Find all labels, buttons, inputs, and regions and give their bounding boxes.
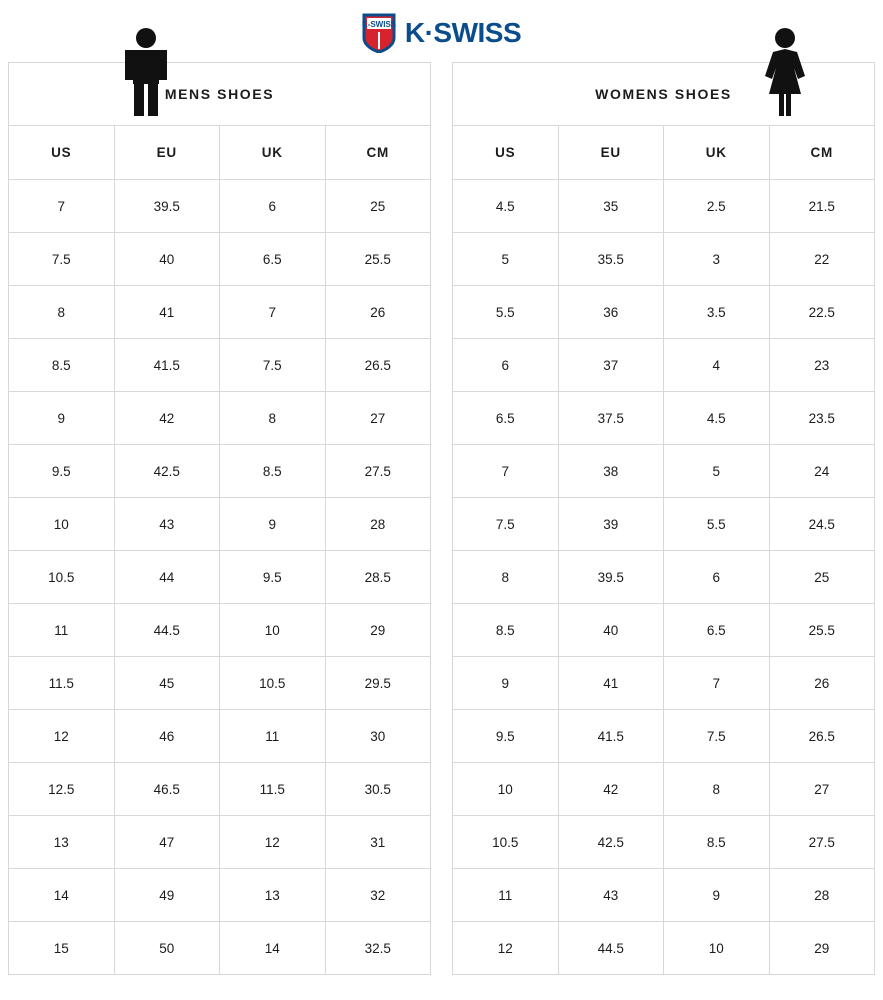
cell-us: 7 (453, 445, 559, 498)
cell-cm: 29.5 (325, 657, 431, 710)
cell-us: 9.5 (453, 710, 559, 763)
cell-us: 4.5 (453, 180, 559, 233)
cell-cm: 32 (325, 869, 431, 922)
cell-eu: 35 (558, 180, 664, 233)
cell-uk: 9 (220, 498, 326, 551)
cell-uk: 7 (664, 657, 770, 710)
column-header-eu: EU (114, 126, 220, 180)
cell-cm: 30 (325, 710, 431, 763)
table-row (9, 657, 431, 710)
table-row (9, 710, 431, 763)
cell-uk: 8.5 (220, 445, 326, 498)
cell-eu: 42 (114, 392, 220, 445)
cell-cm: 28 (769, 869, 875, 922)
cell-cm: 24.5 (769, 498, 875, 551)
cell-eu: 41 (558, 657, 664, 710)
table-row (453, 392, 875, 445)
cell-cm: 26.5 (325, 339, 431, 392)
cell-uk: 6 (220, 180, 326, 233)
cell-us: 10 (453, 763, 559, 816)
cell-eu: 47 (114, 816, 220, 869)
table-row (9, 286, 431, 339)
cell-uk: 5 (664, 445, 770, 498)
cell-us: 8 (453, 551, 559, 604)
cell-uk: 6 (664, 551, 770, 604)
cell-uk: 8 (220, 392, 326, 445)
cell-eu: 49 (114, 869, 220, 922)
table-row (453, 657, 875, 710)
cell-cm: 27.5 (325, 445, 431, 498)
table-row (453, 816, 875, 869)
column-header-cm: CM (325, 126, 431, 180)
womens-table-title: WOMENS SHOES (453, 63, 875, 126)
cell-eu: 43 (558, 869, 664, 922)
table-header-row (9, 126, 431, 180)
cell-uk: 7.5 (220, 339, 326, 392)
cell-eu: 46 (114, 710, 220, 763)
table-row (9, 869, 431, 922)
table-header-row (453, 126, 875, 180)
womens-table-block (452, 62, 875, 975)
cell-eu: 42.5 (114, 445, 220, 498)
cell-eu: 37 (558, 339, 664, 392)
cell-cm: 25 (769, 551, 875, 604)
cell-uk: 9 (664, 869, 770, 922)
cell-eu: 41 (114, 286, 220, 339)
cell-cm: 21.5 (769, 180, 875, 233)
table-row (9, 551, 431, 604)
cell-eu: 40 (558, 604, 664, 657)
mens-size-table (8, 62, 431, 975)
cell-uk: 4 (664, 339, 770, 392)
cell-cm: 25 (325, 180, 431, 233)
cell-us: 8.5 (9, 339, 115, 392)
k-swiss-shield-icon (362, 13, 396, 53)
cell-uk: 11 (220, 710, 326, 763)
cell-us: 10 (9, 498, 115, 551)
svg-text:K-SWISS: K-SWISS (361, 20, 396, 29)
cell-eu: 37.5 (558, 392, 664, 445)
cell-eu: 39 (558, 498, 664, 551)
cell-us: 5 (453, 233, 559, 286)
cell-us: 15 (9, 922, 115, 975)
cell-us: 6.5 (453, 392, 559, 445)
cell-uk: 3 (664, 233, 770, 286)
cell-us: 7.5 (9, 233, 115, 286)
cell-eu: 45 (114, 657, 220, 710)
table-row (9, 445, 431, 498)
cell-uk: 4.5 (664, 392, 770, 445)
cell-cm: 22 (769, 233, 875, 286)
cell-us: 8 (9, 286, 115, 339)
cell-eu: 42.5 (558, 816, 664, 869)
cell-uk: 2.5 (664, 180, 770, 233)
cell-eu: 41.5 (558, 710, 664, 763)
cell-eu: 43 (114, 498, 220, 551)
column-header-uk: UK (664, 126, 770, 180)
table-row (453, 710, 875, 763)
cell-uk: 7.5 (664, 710, 770, 763)
cell-eu: 41.5 (114, 339, 220, 392)
table-row (453, 445, 875, 498)
table-row (9, 180, 431, 233)
table-row (453, 922, 875, 975)
cell-us: 8.5 (453, 604, 559, 657)
table-row (9, 339, 431, 392)
cell-uk: 10 (220, 604, 326, 657)
table-row (9, 392, 431, 445)
cell-uk: 13 (220, 869, 326, 922)
cell-us: 9 (9, 392, 115, 445)
cell-eu: 46.5 (114, 763, 220, 816)
cell-eu: 39.5 (114, 180, 220, 233)
table-title-row (9, 63, 431, 126)
table-row (453, 498, 875, 551)
cell-cm: 25.5 (769, 604, 875, 657)
cell-eu: 44 (114, 551, 220, 604)
cell-us: 9.5 (9, 445, 115, 498)
cell-eu: 44.5 (114, 604, 220, 657)
column-header-eu: EU (558, 126, 664, 180)
cell-us: 10.5 (9, 551, 115, 604)
cell-uk: 6.5 (220, 233, 326, 286)
table-row (453, 551, 875, 604)
table-row (453, 869, 875, 922)
cell-us: 9 (453, 657, 559, 710)
cell-uk: 14 (220, 922, 326, 975)
cell-us: 5.5 (453, 286, 559, 339)
cell-cm: 30.5 (325, 763, 431, 816)
cell-cm: 22.5 (769, 286, 875, 339)
cell-cm: 26.5 (769, 710, 875, 763)
cell-eu: 40 (114, 233, 220, 286)
cell-uk: 12 (220, 816, 326, 869)
cell-uk: 7 (220, 286, 326, 339)
cell-uk: 9.5 (220, 551, 326, 604)
cell-uk: 8.5 (664, 816, 770, 869)
cell-eu: 35.5 (558, 233, 664, 286)
cell-eu: 36 (558, 286, 664, 339)
cell-cm: 31 (325, 816, 431, 869)
cell-cm: 23 (769, 339, 875, 392)
cell-eu: 42 (558, 763, 664, 816)
table-title-row (453, 63, 875, 126)
cell-cm: 27.5 (769, 816, 875, 869)
cell-uk: 10 (664, 922, 770, 975)
cell-cm: 25.5 (325, 233, 431, 286)
table-row (453, 763, 875, 816)
cell-cm: 27 (325, 392, 431, 445)
column-header-uk: UK (220, 126, 326, 180)
cell-us: 14 (9, 869, 115, 922)
cell-uk: 8 (664, 763, 770, 816)
cell-us: 13 (9, 816, 115, 869)
womens-size-table (452, 62, 875, 975)
table-row (453, 604, 875, 657)
table-row (9, 604, 431, 657)
table-row (9, 498, 431, 551)
table-row (453, 180, 875, 233)
column-header-cm: CM (769, 126, 875, 180)
mens-table-block (8, 62, 431, 975)
cell-eu: 38 (558, 445, 664, 498)
cell-us: 7 (9, 180, 115, 233)
table-row (9, 922, 431, 975)
cell-cm: 28 (325, 498, 431, 551)
table-row (453, 233, 875, 286)
cell-us: 12 (9, 710, 115, 763)
cell-cm: 29 (769, 922, 875, 975)
cell-us: 12.5 (9, 763, 115, 816)
cell-cm: 26 (769, 657, 875, 710)
cell-us: 11 (9, 604, 115, 657)
cell-cm: 28.5 (325, 551, 431, 604)
table-row (453, 286, 875, 339)
column-header-us: US (9, 126, 115, 180)
cell-cm: 23.5 (769, 392, 875, 445)
cell-us: 11.5 (9, 657, 115, 710)
cell-eu: 39.5 (558, 551, 664, 604)
cell-cm: 29 (325, 604, 431, 657)
cell-us: 12 (453, 922, 559, 975)
cell-us: 6 (453, 339, 559, 392)
cell-uk: 10.5 (220, 657, 326, 710)
cell-eu: 50 (114, 922, 220, 975)
cell-eu: 44.5 (558, 922, 664, 975)
cell-cm: 24 (769, 445, 875, 498)
cell-uk: 5.5 (664, 498, 770, 551)
cell-cm: 26 (325, 286, 431, 339)
cell-us: 7.5 (453, 498, 559, 551)
cell-us: 10.5 (453, 816, 559, 869)
table-row (453, 339, 875, 392)
cell-cm: 27 (769, 763, 875, 816)
cell-uk: 6.5 (664, 604, 770, 657)
cell-uk: 11.5 (220, 763, 326, 816)
cell-us: 11 (453, 869, 559, 922)
cell-cm: 32.5 (325, 922, 431, 975)
cell-uk: 3.5 (664, 286, 770, 339)
column-header-us: US (453, 126, 559, 180)
brand-wordmark: K·SWISS (404, 17, 522, 48)
mens-table-title: MENS SHOES (9, 63, 431, 126)
table-row (9, 233, 431, 286)
table-row (9, 763, 431, 816)
table-row (9, 816, 431, 869)
size-tables-container (8, 62, 875, 975)
